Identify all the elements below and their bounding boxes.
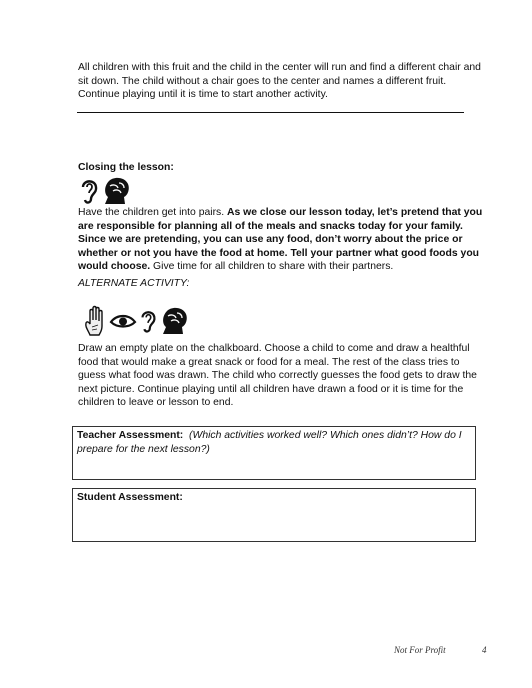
alternate-icons [84,305,189,337]
head-profile-icon [159,305,189,337]
student-assessment-title [73,489,475,505]
ear-icon [78,177,100,205]
teacher-assessment-label: Teacher Assessment: [77,430,184,441]
ear-icon [138,308,158,334]
student-assessment-label: Student Assessment: [77,492,183,503]
student-assessment-box[interactable] [72,488,476,542]
closing-icons [78,176,131,206]
teacher-assessment-box[interactable] [72,426,476,480]
alternate-paragraph: Draw an empty plate on the chalkboard. Choose a child to come and draw a healthful food that would make a great snack or food for a meal. The rest of the class tries to guess what food was drawn. The child who correctly guesses the food gets to draw the next picture. Continue playing until all children have drawn a food or it is time for the children to leave or lesson to end. [78,343,477,409]
footer-text: Not For Profit [394,645,446,655]
section-divider [77,112,464,113]
closing-text-bold: As we close our lesson today, let’s pretend that you are responsible for planning all of the meals and snacks today for your family. Since we are pretending, you can use any food, don’t worry about the price or whether or not you have the food at home. Tell your partner what good foods you would choose. [78,207,483,273]
closing-text-plain: Have the children get into pairs. [78,207,228,218]
eye-icon [109,312,137,330]
closing-paragraph [78,206,488,274]
closing-text-plain-end: Give time for all children to share with their partners. [150,261,394,273]
closing-heading: Closing the lesson: [78,162,174,173]
hand-icon [84,305,108,337]
footer-page-number: 4 [482,645,487,655]
alternate-heading: ALTERNATE ACTIVITY: [78,278,190,289]
intro-paragraph: All children with this fruit and the child in the center will run and find a different chair and sit down. The child without a chair goes to the center and names a different fruit. Continue playing until it is time to start another activity. [78,62,481,101]
teacher-assessment-prompt: (Which activities worked well? Which ones didn’t? How do I prepare for the next lesson?) [77,430,462,455]
head-profile-icon [101,176,131,206]
teacher-assessment-title [73,427,475,456]
